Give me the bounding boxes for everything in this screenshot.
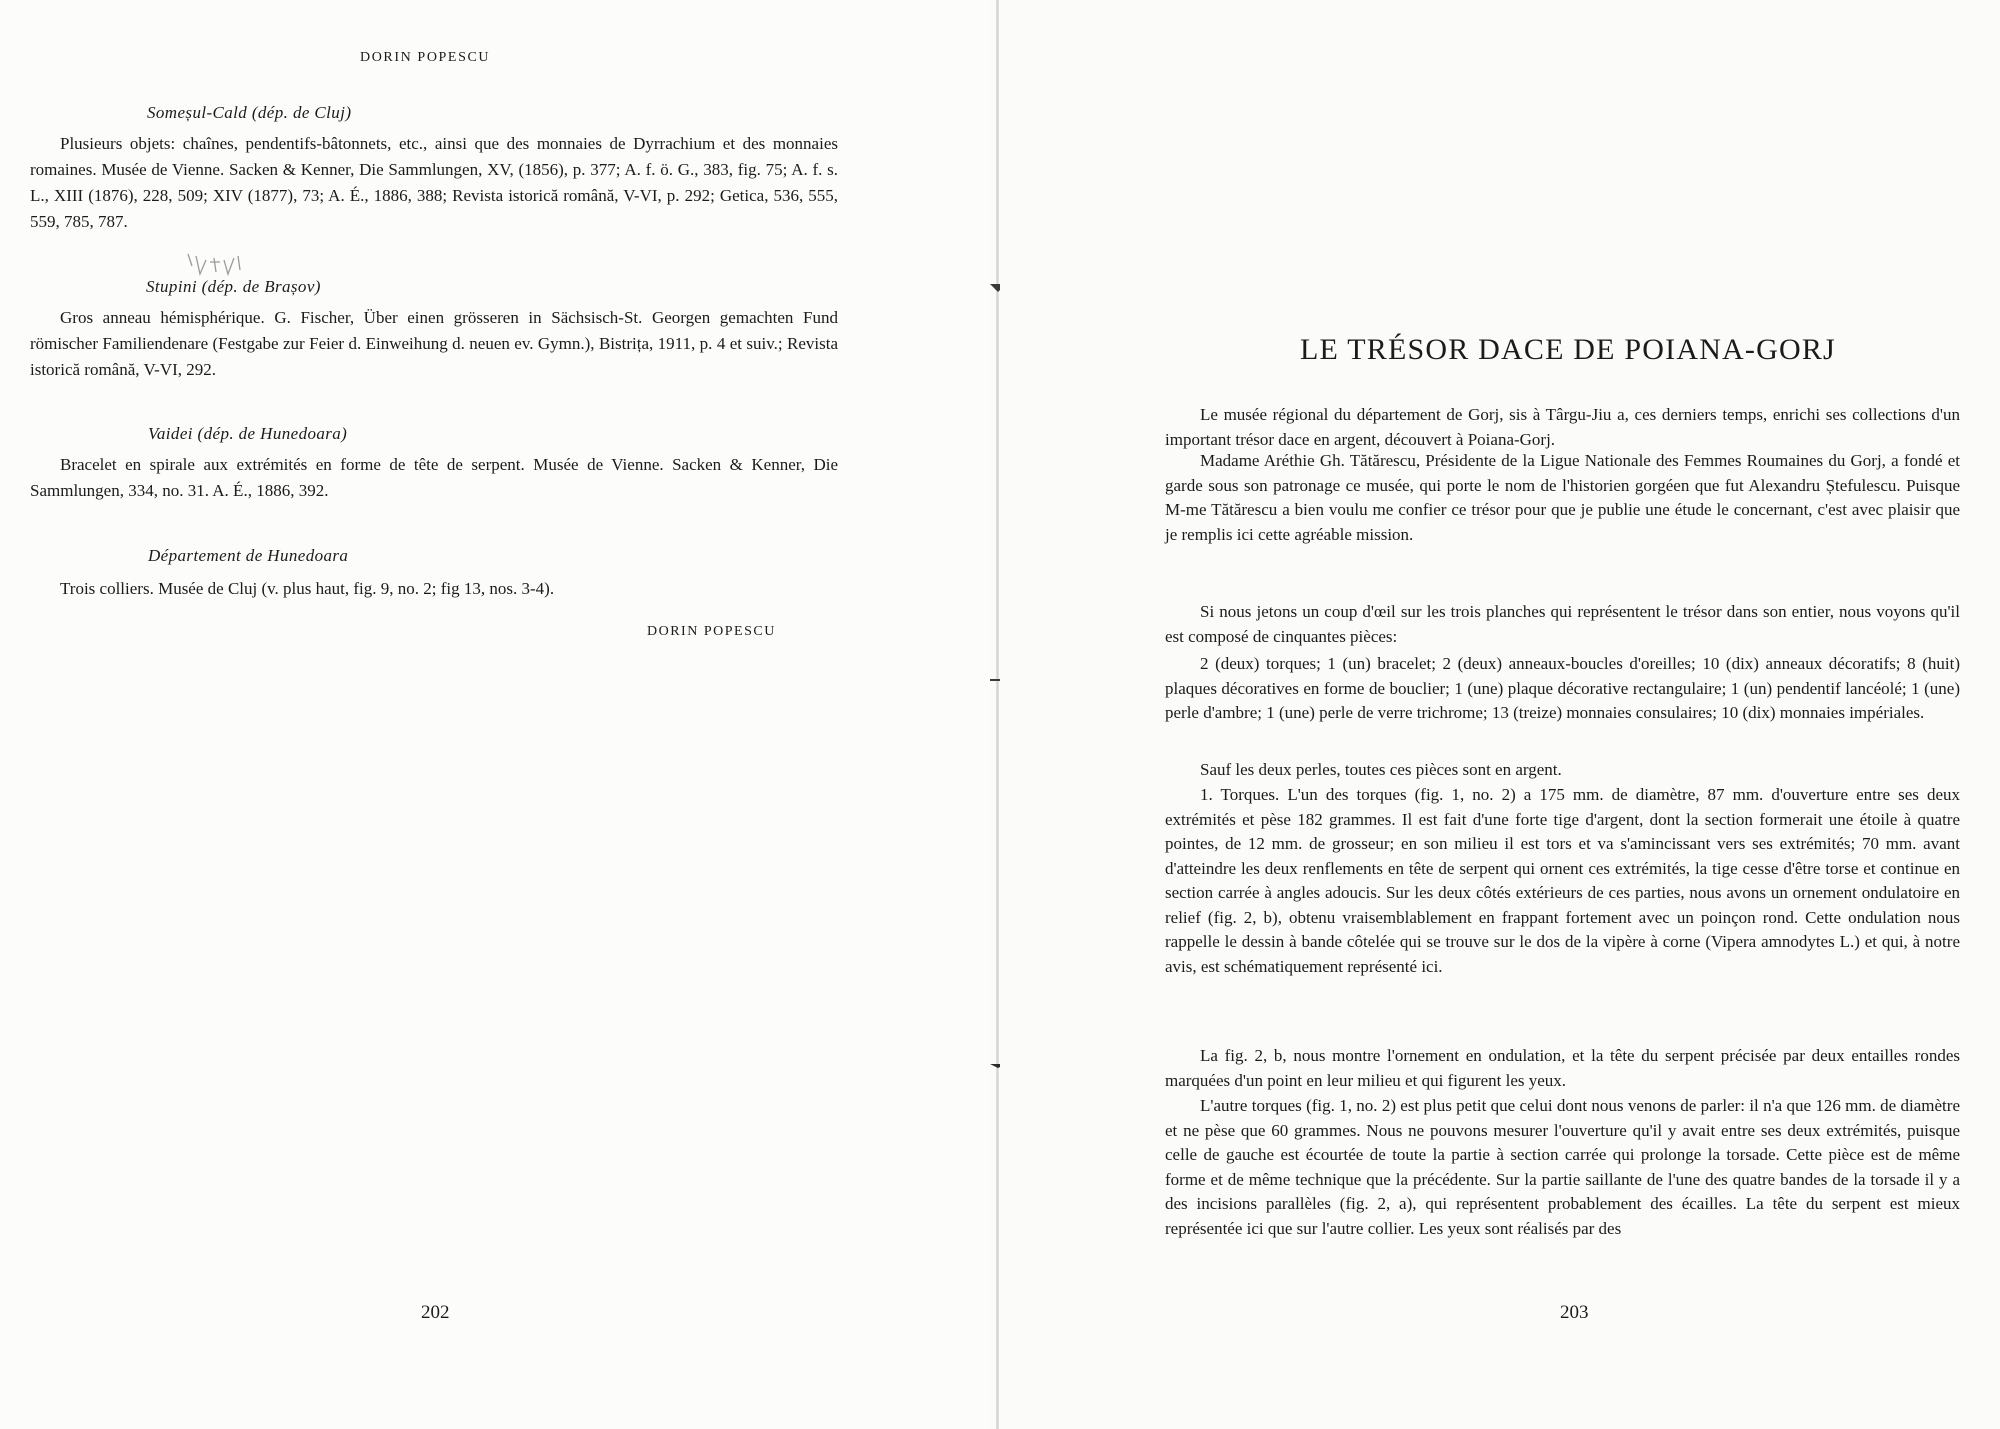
- article-paragraph: Le musée régional du département de Gorj, sis à Târgu-Jiu a, ces derniers temps, enrichi ses collections d'un important trésor dace en argent, découvert à Poiana-Gorj.: [1165, 405, 1960, 449]
- section-heading-somesul-cald: Someșul-Cald (dép. de Cluj): [147, 103, 352, 122]
- running-head: DORIN POPESCU: [360, 50, 491, 65]
- article-paragraph: La fig. 2, b, nous montre l'ornement en ondulation, et la tête du serpent précisée par deux entailles rondes marquées d'un point en leur milieu et qui figurent les yeux.: [1165, 1046, 1960, 1090]
- left-page: [0, 0, 990, 1429]
- article-paragraph: 2 (deux) torques; 1 (un) bracelet; 2 (deux) anneaux-boucles d'oreilles; 10 (dix) anneaux décoratifs; 8 (huit) plaques décoratives en forme de bouclier; 1 (une) plaque décorative rectangulaire; 1 (un) pendentif lancéolé; 1 (une) perle d'ambre; 1 (une) perle de verre trichrome; 13 (treize) monnaies consulaires; 10 (dix) monnaies impériales.: [1165, 654, 1960, 722]
- book-gutter: [996, 0, 999, 1429]
- section-text-hunedoara: Trois colliers. Musée de Cluj (v. plus haut, fig. 9, no. 2; fig 13, nos. 3-4).: [60, 579, 555, 598]
- article-paragraph: L'autre torques (fig. 1, no. 2) est plus petit que celui dont nous venons de parler: il n'a que 126 mm. de diamètre et ne pèse que 60 grammes. Nous ne pouvons mesurer l'ouverture qu'il y avait entre ses deux extrémités, puisque celle de gauche est écourtée de toute la partie à section carrée qui prolonge la torsade. Cette pièce est de même forme et de même technique que la précédente. Sur la partie saillante de l'une des quatre bandes de la torsade il y a des incisions parallèles (fig. 2, a), qui représentent probablement des écailles. La tête du serpent est mieux représentée ici que sur l'autre collier. Les yeux sont réalisés par des: [1165, 1096, 1960, 1238]
- page-number: 203: [1560, 1302, 1589, 1323]
- author-signature: DORIN POPESCU: [647, 624, 776, 639]
- section-text-stupini: Gros anneau hémisphérique. G. Fischer, Über einen grösseren in Sächsisch-St. Georgen gemachten Fund römischer Familiendenare (Festgabe zur Feier d. Einweihung d. neuen ev. Gymn.), Bistrița, 1911, p. 4 et suiv.; Revista istorică română, V-VI, 292.: [30, 308, 838, 379]
- article-paragraph: Si nous jetons un coup d'œil sur les trois planches qui représentent le trésor dans son entier, nous voyons qu'il est composé de cinquantes pièces:: [1165, 602, 1960, 646]
- article-paragraph: Madame Aréthie Gh. Tătărescu, Présidente de la Ligue Nationale des Femmes Roumaines du Gorj, a fondé et garde sous son patronage ce musée, qui porte le nom de l'historien gorgéen que fut Alexandru Ștefulescu. Puisque M-me Tătărescu a bien voulu me confier ce trésor pour que je publie une étude le concernant, c'est avec plaisir que je remplis ici cette agréable mission.: [1165, 451, 1960, 544]
- section-text-vaidei: Bracelet en spirale aux extrémités en forme de tête de serpent. Musée de Vienne. Sacken & Kenner, Die Sammlungen, 334, no. 31. A. É., 1886, 392.: [30, 455, 838, 500]
- right-page: [1000, 0, 2000, 1429]
- article-title: LE TRÉSOR DACE DE POIANA-GORJ: [1300, 333, 1836, 366]
- article-paragraph: Sauf les deux perles, toutes ces pièces sont en argent.: [1200, 760, 1562, 779]
- section-text-somesul-cald: Plusieurs objets: chaînes, pendentifs-bâtonnets, etc., ainsi que des monnaies de Dyrrachium et des monnaies romaines. Musée de Vienne. Sacken & Kenner, Die Sammlungen, XV, (1856), p. 377; A. f. ö. G., 383, fig. 75; A. f. s. L., XIII (1876), 228, 509; XIV (1877), 73; A. É., 1886, 388; Revista istorică română, V-VI, p. 292; Getica, 536, 555, 559, 785, 787.: [30, 134, 838, 231]
- section-heading-stupini: Stupini (dép. de Brașov): [146, 277, 321, 296]
- section-heading-hunedoara: Département de Hunedoara: [148, 546, 349, 565]
- section-heading-vaidei: Vaidei (dép. de Hunedoara): [148, 424, 348, 443]
- page-number: 202: [421, 1302, 450, 1323]
- article-paragraph: 1. Torques. L'un des torques (fig. 1, no. 2) a 175 mm. de diamètre, 87 mm. d'ouverture entre ses deux extrémités et pèse 182 grammes. Il est fait d'une forte tige d'argent, dont la section formerait une étoile à quatre pointes, de 12 mm. de grosseur; en son milieu il est tors et va s'amincissant vers ses extrémités; 70 mm. avant d'atteindre les deux renflements en tête de serpent qui ornent ces extrémités, la tige cesse d'être torse et continue en section carrée à angles adoucis. Sur les deux côtés extérieurs de ces parties, nous avons un ornement ondulatoire en relief (fig. 2, b), obtenu vraisemblablement en frappant fortement avec un poinçon rond. Cette ondulation nous rappelle le dessin à bande côtelée qui se trouve sur le dos de la vipère à corne (Vipera amnodytes L.) et qui, à notre avis, est schématiquement représenté ici.: [1165, 785, 1960, 976]
